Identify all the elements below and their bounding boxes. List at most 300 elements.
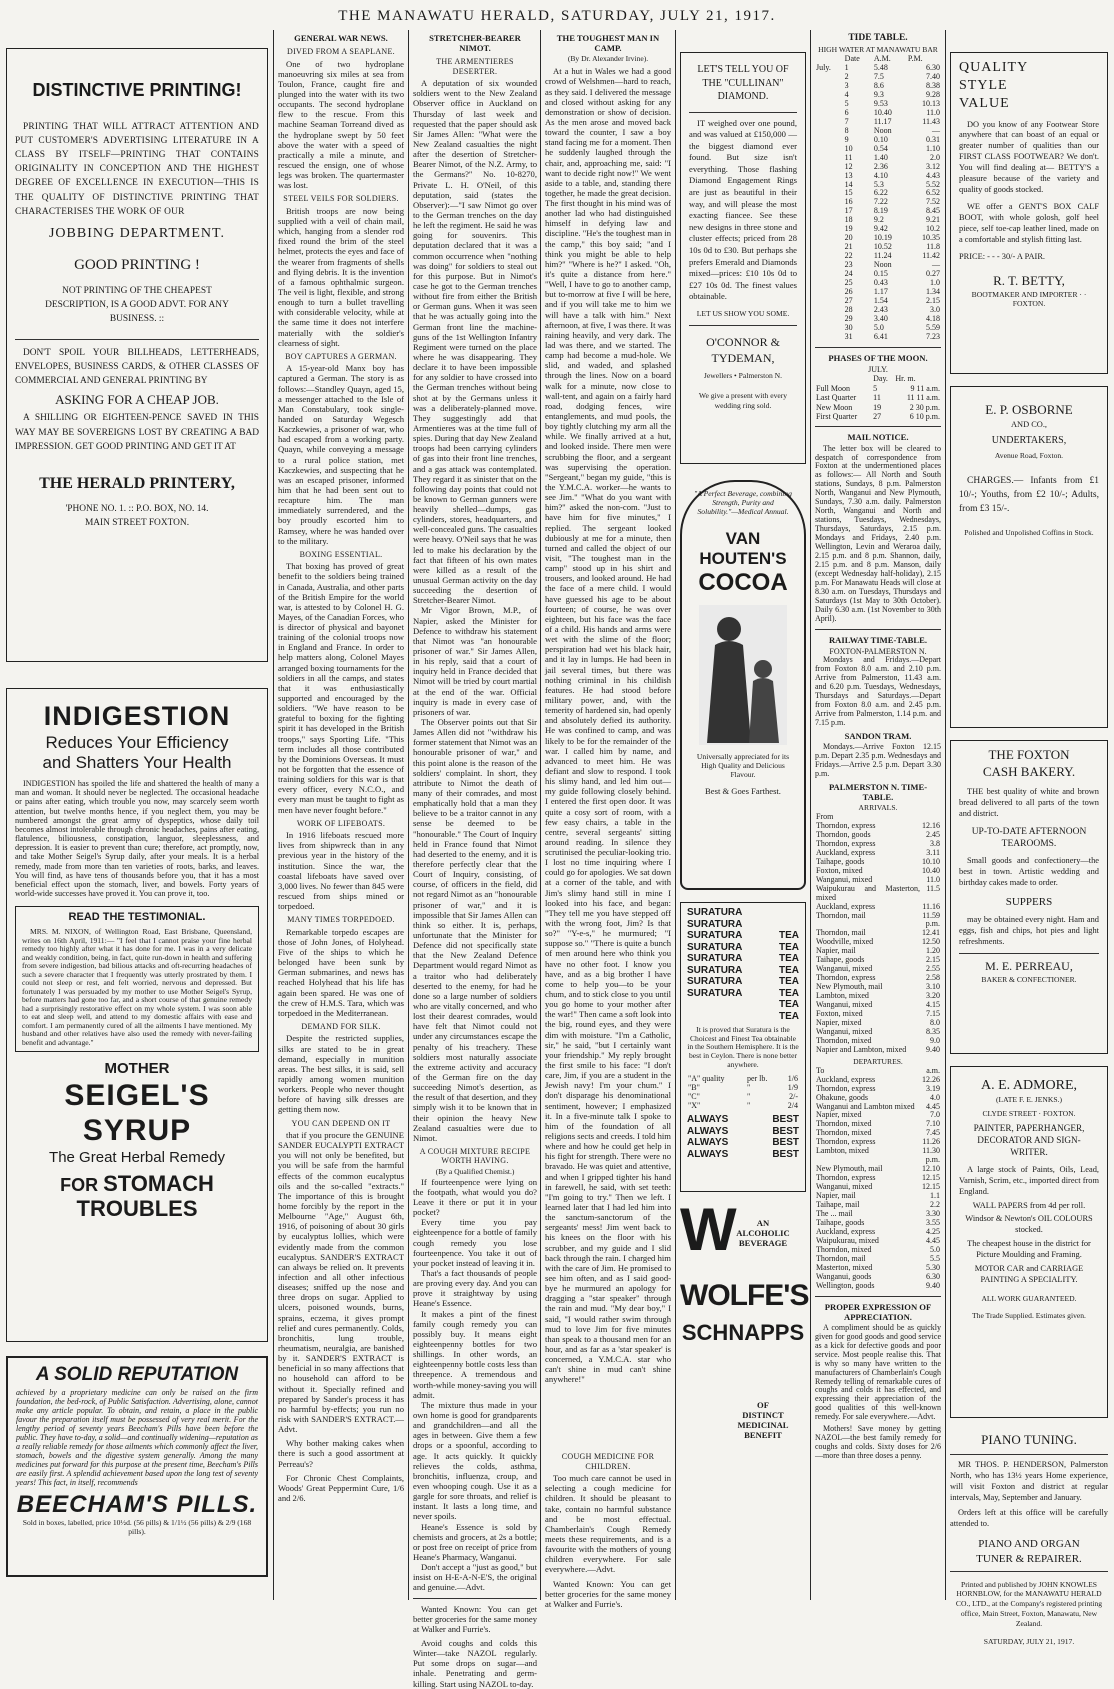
departure-row: Napier, mail 1.1: [816, 1191, 940, 1201]
tide-row: 25 0.43 1.0: [844, 277, 940, 287]
suratura-ad: [680, 902, 806, 1192]
betty-style: STYLE: [959, 78, 1008, 94]
indigestion-line2: and Shatters Your Health: [42, 752, 232, 772]
arrival-row: Napier, mixed 8.0: [816, 1017, 940, 1027]
arrival-row: Waipukurau and Masterton, mixed 11.5: [816, 883, 940, 902]
bakery-ad: [950, 740, 1108, 1054]
cullinan-title1: LET'S TELL YOU OF: [697, 64, 789, 75]
suratura-tea: TEA: [779, 953, 799, 964]
arrivals-table: [815, 813, 941, 1055]
admore-body: A large stock of Paints, Oils, Lead, Varnish, Scrim, etc., imported direct from England.: [959, 1164, 1099, 1196]
tide-row: 2 7.5 7.40: [844, 72, 940, 82]
van-houten-ad: [680, 480, 806, 890]
cocoa-top: "A Perfect Beverage, combining Strength, Purity and Solubility."—Medical Annual.: [694, 489, 792, 516]
arrival-row: From: [816, 812, 834, 822]
mothers-nazol: Mothers! Save money by getting NAZOL—the best family remedy for coughs and colds. Sixty doses for 2/6—more than three doses a penny.: [815, 1424, 941, 1461]
cocoa-bottom: Universally appreciated for its High Quality and Delicious Flavour.: [696, 752, 790, 780]
beecham-name: BEECHAM'S PILLS.: [16, 1490, 258, 1518]
tide-row: 26 1.17 1.34: [844, 286, 940, 296]
piano-imprint: Printed and published by JOHN KNOWLES HORNBLOW, for the MANAWATU HERALD CO., LTD., at the Company's registered printing office, Main Street, Foxton, Manawatu, New Zealand.: [955, 1579, 1103, 1629]
nimot-p3: The Observer points out that Sir James Allen did not "withdraw his former statement that Nimot was an honourable prisoner of war," and this point alone is the reason of the soldiers' complaint. In short, they attribute to Nimot the death of many of their comrades, and most emphatically hold that a man they believe to be a traitor cannot in any sense be deemed to be "honourable." The Court of Inquiry held in France found that Nimot had deserted to the enemy, and it is therefore perfectly clear that the Court of Inquiry, consisting, of course, of officers in the field, did not regard Nimot as an "honourable prisoner of war," and it is impossible that Sir James Allen can think so either. It is, perhaps, unfortunate that the Minister for Defence did not specifically state that the New Zealand Defence Department would regard Nimot as a traitor who had deliberately deserted to the enemy, for had he done so a large number of soldiers who are vitally concerned, and who lost their dearest comrades, would have felt that Nimot could not under any circumstances escape the penalty of his treachery. These soldiers most naturally associate the extreme activity and accuracy of the German fire on the day succeeding Nimot's desertion, as the result of that desertion, and they simply wish it to be known that in their opinion the heavy New Zealand casualties were due to Nimot.: [413, 717, 537, 1143]
war-s3: BOY CAPTURES A GERMAN.: [285, 351, 397, 361]
herbal-remedy: The Great Herbal Remedy: [49, 1148, 225, 1166]
wolfe-distinct: DISTINCT: [742, 1410, 784, 1421]
column-timetables: [815, 30, 941, 1600]
cullinan-addr: Jewellers • Palmerston N.: [703, 370, 783, 380]
indigestion-ad: [6, 688, 268, 1342]
war-p8: that if you procure the GENUINE SANDER EUCALYPTI EXTRACT you will not only be benefited, but you will be safe from the harmful effects of the common eucalyptus oils and the so-called "extracts." The importance of this is brought home forcibly by the report in the Melbourne "Age," August 6th, 1916, of poisoning of about 30 girls by eucalyptus lollies, which were evidently made from the common eucalyptus. SANDER'S EXTRACT can always be relied on. It prevents infection and all other infectious diseases; sniffed up the nose and three drops on sugar. Applied to ulcers, poisoned wounds, burns, sprains, eczema, it gives prompt relief and cures permanently. Colds, bronchitis, lung trouble, rheumatism, neuralgia, are banished by it. SANDER'S EXTRACT is beneficial in so many affections that no household can afford to be without it. Specially refined and prepared by Sander's process it has no harmful by-effects; you run no risk with SANDER'S EXTRACT.—Advt.: [278, 1130, 404, 1435]
tide-row: 15 6.22 6.52: [844, 188, 940, 198]
bakery-trade: BAKER & CONFECTIONER.: [981, 974, 1077, 984]
departure-row: To a.m.: [816, 1065, 940, 1075]
bakery-body: THE best quality of white and brown bread delivered to all parts of the town and district.: [959, 786, 1099, 818]
admore-name: A. E. ADMORE,: [980, 1078, 1078, 1093]
tide-row: 11 1.40 2.0: [844, 152, 940, 162]
column-rule: [273, 30, 274, 1600]
always-best: [687, 1114, 799, 1160]
indigestion-title: INDIGESTION: [43, 701, 231, 731]
war-p6: Remarkable torpedo escapes are those of John Jones, of Holyhead. Five of the ships to which he belonged have been sunk by German submarines, and news has reached Holyhead that his life has again been spared. He was one of the crew of H.M.S. Tara, which was torpedoed in the Mediterranean.: [278, 926, 404, 1018]
bakery-tea-body: Small goods and confectionery—the best in town. Artistic wedding and birthday cakes made to order.: [959, 856, 1099, 888]
departure-row: Taihape, mail 2.2: [816, 1200, 940, 1209]
war-s5: WORK OF LIFEBOATS.: [296, 818, 386, 828]
suratura-tea: TEA: [779, 930, 799, 941]
admore-ad: [950, 1066, 1108, 1418]
tide-row: 24 0.15 0.27: [844, 269, 940, 279]
nimot-p7: It makes a pint of the finest family cough remedy you can possibly buy. It means eight eighteenpenny bottles for two shillings. In other words, an eighteenpenny bottle costs less than threepence. A tremendous and worth-while money-saving you will admit.: [413, 1308, 537, 1400]
palm-title: PALMERSTON N. TIME-TABLE.: [828, 781, 928, 802]
suratura-word: SURATURA: [687, 930, 743, 941]
arrival-row: Napier and Lambton, mixed 9.40: [816, 1044, 940, 1054]
moon-title: PHASES OF THE MOON.: [828, 352, 928, 363]
printery-dont: DON'T SPOIL YOUR BILLHEADS, LETTERHEADS, ENVELOPES, BUSINESS CARDS, & OTHER CLASSES OF COMMERCIAL AND GENERAL PRINTING BY: [15, 347, 259, 386]
arrival-row: Thorndon, express 12.16: [816, 820, 940, 830]
departure-row: Thorndon, mail 5.5: [816, 1253, 940, 1263]
rail-sub: FOXTON-PALMERSTON N.: [829, 646, 927, 656]
suratura-always: ALWAYS: [687, 1137, 729, 1149]
cullinan-firm: O'CONNOR & TYDEMAN,: [706, 335, 780, 366]
tide-row: July. 1 5.48 6.30: [816, 63, 940, 73]
column-rule: [810, 30, 811, 1600]
arrival-row: Foxton, mixed 10.40: [816, 865, 940, 875]
proper-title: PROPER EXPRESSION OF APPRECIATION.: [824, 1301, 932, 1322]
war-s6: MANY TIMES TORPEDOED.: [287, 915, 395, 925]
arrival-row: Wanganui, mixed 11.0: [816, 874, 940, 884]
printery-name: THE HERALD PRINTERY,: [39, 474, 235, 492]
osborne-trade: UNDERTAKERS,: [991, 434, 1067, 446]
nimot-title: STRETCHER-BEARER NIMOT.: [429, 33, 521, 54]
arrival-row: Wanganui, mixed 2.55: [816, 964, 940, 974]
column-toughest-man: [545, 30, 672, 1609]
cullinan-title2: THE "CULLINAN": [702, 77, 784, 89]
piano-body: MR THOS. P. HENDERSON, Palmerston North, who has 13½ years Home experience, will visit Foxton and district at regular intervals, May, September and January.: [950, 1459, 1108, 1502]
war-p10: For Chronic Chest Complaints, Woods' Great Peppermint Cure, 1/6 and 2/6.: [278, 1472, 404, 1503]
tide-title: TIDE TABLE.: [848, 33, 908, 43]
betty-ad: [950, 52, 1108, 374]
war-p7: Despite the restricted supplies, silks are stated to be in great demand, especially in munition areas. The best silks, it is said, sell rapidly among women munition workers. People who never thought before of having silk dresses are getting them now.: [278, 1033, 404, 1115]
cullinan-ad: [680, 52, 806, 464]
column-war-news: [278, 30, 404, 1600]
departure-row: New Plymouth, mail 12.10: [816, 1164, 940, 1174]
war-s7: DEMAND FOR SILK.: [301, 1022, 381, 1031]
departure-row: Taihape, goods 3.55: [816, 1217, 940, 1227]
suratura-word: SURATURA: [687, 964, 743, 976]
suratura-tea: TEA: [779, 987, 799, 999]
wolfe-w: W: [680, 1196, 737, 1263]
rail-title: RAILWAY TIME-TABLE.: [828, 634, 928, 645]
arrival-row: Taihape, goods 2.15: [816, 955, 940, 965]
departure-row: Auckland, express 12.26: [816, 1074, 940, 1084]
arrival-row: Wanganui, mixed 8.35: [816, 1026, 940, 1036]
moon-month: JULY.: [868, 364, 888, 374]
wolfe-alcoholic: ALCOHOLIC: [736, 1228, 790, 1239]
nimot-s1: THE ARMENTIERES DESERTER.: [436, 57, 514, 76]
bakery-tea: UP-TO-DATE AFTERNOON TEAROOMS.: [971, 826, 1087, 849]
testimonial-text: MRS. M. NIXON, of Wellington Road, East Brisbane, Queensland, writes on 16th April, 1911:— "I feel that I cannot praise your fine herbal remedy too highly after what it has done for me. I was in a very delicate and weakly condition, being, in fact, quite run-down in health and suffering from severe indigestion, bad bilious attacks and oft-recurring headaches of such a severe character that I frequently was utterly prostrated by them. I could not sleep or rest, and felt worried, nervous and depressed. But fortunately I was persuaded by my mother to use Mother Seigel's Syrup, before matters had gone too far, and a short course of that genuine remedy had a surprisingly restorative effect on my whole system. I was soon able to eat and sleep well, and attend to my domestic affairs with ease and comfort. I am permanently cured of all the ailments I have mentioned. My husband and other relatives have also used the remedy with never-failing benefit and advantage.": [22, 927, 252, 1047]
betty-value: VALUE: [959, 96, 1010, 112]
printery-not-cheap: NOT PRINTING OF THE CHEAPEST DESCRIPTION, IS A GOOD ADVT. FOR ANY BUSINESS. ::: [45, 286, 229, 325]
admore-cheap: The cheapest house in the district for Picture Moulding and Framing.: [967, 1239, 1091, 1260]
tide-row: 23 Noon —: [844, 260, 940, 270]
printery-asking: ASKING FOR A CHEAP JOB.: [55, 391, 219, 407]
rail-body: Mondays and Fridays.—Depart from Foxton 8.0 a.m. and 2.10 p.m. Arrive from Palmerston, 11.43 a.m. and 6.20 p.m. Tuesdays, Wednesdays, Thursdays and Saturdays.—Depart from Foxton 8.0 a.m. and 2.45 p.m. Arrive from Palmerston, 1.14 p.m. and 7.15 p.m.: [815, 655, 941, 727]
departure-row: Thorndon, mixed 7.45: [816, 1128, 940, 1138]
suratura-best: BEST: [772, 1148, 799, 1160]
nimot-p8: The mixture thus made in your own home is good for grandparents and grandchildren—and all the ages in between. Give them a few drops or a spoonful, according to age. It acts quickly. It quickly relieves the colds, asthma, bronchitis, influenza, croup, and even whooping cough. Use it as a gargle for sore throats, and relief is instant. It lasts a long time, and never spoils.: [413, 1399, 537, 1522]
column-rule: [675, 30, 676, 1600]
suratura-tea: TEA: [779, 976, 799, 987]
cocoa-name1: VAN HOUTEN'S: [699, 528, 787, 568]
herald-printery-ad: [6, 48, 268, 662]
arrival-row: Thorndon, goods 2.45: [816, 829, 940, 839]
nimot-p1: A deputation of six wounded soldiers went to the New Zealand Observer office in Auckland on Thursday of last week and requested that the paper should ask Sir James Allen: "What were the New Zealand casualties the night after the desertion of Stretcher-Bearer Nimot, of the N.Z. Army, to the Germans?" No. 10-8270, Private L. H. O'Neil, of this deputation, said (states the Observer):—"I saw Nimot go over to the German trenches on the day he left the regiment. He said he was going for souvenirs. This deputation declared that it was a common occurrence when "nothing was doing" for soldiers to steal out for this purpose. But in Nimot's case he got to the German trenches without fire from either the British or German guns. When it was seen that he was actually going into the German front line the machine-guns of the 1st Wellington Infantry Regiment were turned on the place where he was disappearing. They declare it to have been impossible for any soldier to have crossed into the German trenches without being shot at by the Germans unless it was a deliberately-planned move. They suggestingly add that Armentieres was at the time full of spies. During that day New Zealand troops had been carrying cylinders of gas into their front line trenches, and a gas attack was contemplated. They regard it as sinister that on the following day points that could not be known to German gunners were heavily shelled—dumps, gas cylinders, stores, headquarters, and well-concealed guns. The casualties were heavy. O'Neil says that he was led to make his declaration by the fact that fifteen of his own mates were killed as a result of the unusual German activity on the day succeeding the desertion of Stretcher-Bearer Nimot.: [413, 78, 537, 606]
for-label: FOR: [60, 1174, 99, 1195]
arrival-row: Foxton, mixed 7.15: [816, 1008, 940, 1018]
camp-body: At a hut in Wales we had a good crowd of Welshmen—hard to reach, as they said. I delivered the message and closed without asking for any demonstration or show of decision. As the men arose and moved back toward the counter, I saw a boy stand facing me for a moment. Then he suddenly laughed through the chair, and, approaching me, said: "I want to decide right now!" We went aside to a table, and, standing there together, he made the great decision. The first thought in his mind was of another lad who had distinguished himself in defying law and discipline. "He's the toughest man in the camp," this boy said; "and I think you might be able to help him?" "Where is he?" I asked. "Oh, it's quite a distance from here." "Well, I have to go to another camp, but to-morrow at five I will be here, and if you will take me to him we will have a talk with him." Next afternoon, at five, I was there. It was raining heavily, and very dark. The lad was there, and we started. The camp had become a mud-hole. We slid, and waded, and splashed through the lines. Now on a board walk for a minute, now close to wall-tent, and again on a fairly hard road, dodging fences, wire entanglements, and mud pools, the boy tightly clutching my arm all the while. We finally arrived at a hut, and looked inside. There men were scrubbing the floor, and a sergeant was supervising the operation. "Sergeant," began my guide, "this is the Y.M.C.A. worker—he wants to see Jim." "What do you want with him?" asked the non-com. "Just to have him for five minutes," I replied. The sergeant looked dubiously at me for a minute, then turned and called the object of our visit, "The toughest man in the camp" stood up in his shirt and trousers, and looked around. He had the face of a mere child. I would have guessed his age to be about fourteen; of course, he was over eighteen, but his face was the face of a child. His hands and arms were wet with the slime of the floor; perspiration had wet his black hair, and it lay in lumps. He had been in jail several times, but there was nothing criminal in his childish features. He had stood before military power, and, with the temerity of hardened sin, had openly and absolutely defied its authority. He was confined to camp, and was likely to be for the remainder of the war. I called him by name, and advanced to meet him. He was defiant and slow to respond. I took his slimy hand, and led him out—my guide following closely behind. I entered the first open door. It was quite a cosy sort of room, with a few easy chairs, a table in the centre, several sergeants' sitting around reading. In silence they scrutinised the peculiar-looking trio. I lost no time inquiring where I could go for apologies. We sat down at a corner of the table, and with Jim's slimy hand still in mine I looked into his face, and began: "They tell me you have stepped off with the wrong foot, Jim? Is that so?" "Y-e-s," he murmured; "I suppose so." "There is quite a bunch of men around here who think you have no other foot. I know you have, and as a big brother I have come to help you—to be your chum, and to stick close to you until you go home to your mother after the war!" Then came a soft look into the big, round eyes, and they were dim with moisture. "I'm a Catholic, sir," he said, "but I certainly want your friendship." My reply brought the first smile to his face: "I don't care, Jim, if you are a student in the Jewish navy! I'm your chum." I don't disparage his denominational sentiment, however; I emphasized it. In a five-minute talk I spoke to him of the foundation of all religions sects and creeds. I told him where and how he could get help in his fight for strength. There were no bravado. He was quiet and attentive, and when I gripped tighter his hand in farewell, he said, with set teeth: "I'm going to try." Then we left. I learned later that I had led him into the sanctum-sanctorum of the sergeants' mess! Jim went back to his knees on the floor with his scrubber, and my guide and I slid back through the rain. I charged him with the care of Jim. He promised to see him often, and as I said good-bye he murmured an apology for dragging a "star speaker" through the rain and mud. "My dear boy," I said, "I would rather swim through mud to love Jim for five minutes than speak to a thousand men for an hour, and as far as a 'star speaker' is concerned, a Y.M.C.A. star who can't shine in mud can't shine anywhere!": [545, 66, 672, 1385]
bakery-sup-body: may be obtained every night. Ham and eggs, fish and chips, hot pies and light refreshments.: [959, 915, 1099, 947]
tide-row: 21 10.52 11.8: [844, 242, 940, 252]
admore-winsor: Windsor & Newton's OIL COLOURS stocked.: [965, 1214, 1093, 1235]
tide-row: 4 9.3 9.28: [844, 89, 940, 99]
departure-row: Wanganui, mixed 12.15: [816, 1182, 940, 1192]
nimot-p11: Wanted Known: You can get better groceries for the same money at Walker and Furrie's.: [413, 1603, 537, 1634]
printery-title: DISTINCTIVE PRINTING!: [32, 80, 242, 100]
arrival-row: New Plymouth, mail 3.10: [816, 982, 940, 992]
tide-row: 9 0.10 0.31: [844, 134, 940, 144]
departure-row: Thorndon, mixed 5.0: [816, 1244, 940, 1254]
tide-row: 17 8.19 8.45: [844, 206, 940, 216]
suratura-word: SURATURA: [687, 941, 743, 953]
tide-col-date: Date: [844, 54, 860, 64]
cullinan-cta: LET US SHOW YOU SOME.: [696, 309, 790, 318]
stomach-troubles: STOMACH TROUBLES: [76, 1170, 214, 1222]
war-s8: YOU CAN DEPEND ON IT: [291, 1118, 391, 1128]
admore-late: (LATE F. E. JENKS.): [995, 1095, 1063, 1105]
tide-col-pm: P.M.: [907, 54, 923, 64]
arrival-row: Thorndon, express 2.58: [816, 973, 940, 983]
departure-row: Lambton, mixed 11.30: [816, 1146, 940, 1156]
departure-row: Napier, mixed 7.0: [816, 1110, 940, 1120]
tide-row: 3 8.6 8.38: [844, 81, 940, 91]
suratura-rows: [687, 907, 799, 1022]
wolfe-schnapps-ad: [680, 1196, 809, 1500]
wolfe-schnapps: SCHNAPPS: [681, 1320, 805, 1345]
tide-row: 6 10.40 11.0: [844, 107, 940, 117]
suratura-word: SURATURA: [687, 907, 743, 918]
nimot-p6: That's a fact thousands of people are proving every day. And you can prove it straightway by using Heane's Essence.: [413, 1268, 537, 1309]
suratura-tea: TEA: [779, 999, 799, 1010]
war-s1: DIVED FROM A SEAPLANE.: [287, 47, 395, 57]
tide-table: [815, 55, 941, 342]
moon-row: First Quarter 27 6 10 p.m.: [816, 411, 940, 421]
tide-row: 16 7.22 7.52: [844, 197, 940, 207]
moon-row: New Moon 19 2 30 p.m.: [816, 402, 940, 412]
betty-name: R. T. BETTY,: [993, 272, 1065, 288]
column-rule: [408, 30, 409, 1600]
nimot-p9: Heane's Essence is sold by chemists and grocers, at 2s a bottle; or post free on receipt of price from Heane's Pharmacy, Wanganui.: [413, 1521, 537, 1562]
departure-row: Auckland, express 4.25: [816, 1226, 940, 1236]
admore-wall: WALL PAPERS from 4d per roll.: [972, 1200, 1086, 1210]
printery-phone: 'PHONE NO. 1. :: P.O. BOX, NO. 14.: [65, 503, 209, 514]
column-rule: [945, 30, 946, 1600]
departure-row: Thorndon, express 11.26: [816, 1137, 940, 1147]
arrival-row: Auckland, express 3.11: [816, 847, 940, 857]
suratura-always: ALWAYS: [687, 1125, 729, 1137]
seigels-syrup: SEIGEL'S SYRUP: [64, 1079, 210, 1148]
testimonial-title: READ THE TESTIMONIAL.: [68, 911, 206, 924]
moon-row: Last Quarter 11 11 11 a.m.: [816, 393, 940, 403]
moon-row: Full Moon 5 9 11 a.m.: [816, 383, 940, 393]
wolfe-an: AN: [756, 1218, 770, 1228]
tide-row: 22 11.24 11.42: [844, 251, 940, 261]
mother-label: MOTHER: [104, 1060, 170, 1078]
bakery-suppers: SUPPERS: [1005, 896, 1053, 908]
beecham-ad: [6, 1356, 268, 1577]
cullinan-gift: We give a present with every wedding ring sold.: [698, 390, 788, 411]
arrival-row: Thorndon, express 3.8: [816, 838, 940, 848]
osborne-charges: CHARGES.— Infants from £1 10/-; Youths, from £2 10/-; Adults, from £3 15/-.: [959, 475, 1099, 515]
departure-row: Wanganui and Lambton mixed 4.45: [816, 1101, 940, 1111]
tide-row: 20 10.19 10.35: [844, 233, 940, 243]
arrival-row: Thorndon, mixed 9.0: [816, 1035, 940, 1045]
price-row: "A" quality per lb. 1/6: [688, 1073, 798, 1083]
bakery-title1: THE FOXTON: [988, 747, 1070, 762]
tide-row: 27 1.54 2.15: [844, 295, 940, 305]
admore-addr: CLYDE STREET · FOXTON.: [982, 1109, 1076, 1119]
departure-row: Ohakune, goods 4.0: [816, 1092, 940, 1102]
proper-body: A compliment should be as quickly given for good goods and good service as a kick for defective goods and poor service. Most people realise this. That is why so many have written to the manufacturers of Chamberlain's Cough Remedy telling of remarkable cures of coughs and colds it has effected, and expressing their appreciation of the good qualities of this well-known remedy. For sale everywhere.—Advt.: [815, 1322, 941, 1422]
departure-row: The ... mail 3.30: [816, 1208, 940, 1218]
arrival-row: Lambton, mixed 3.20: [816, 991, 940, 1001]
war-p5: In 1916 lifeboats rescued more lives from shipwreck than in any previous year in the history of the institution. Since the war, the coastal lifeboats have saved over 3,000 lives. No fewer than 845 were rescued from ships mined or torpedoed.: [278, 830, 404, 912]
wolfe-benefit: BENEFIT: [744, 1430, 782, 1441]
war-p2: British troops are now being supplied with a veil of chain mail, which, hanging from a slender rod fixed round the brim of the steel helmet, protects the eyes and face of the wearer from fragments of shells and flying debris. It is the invention of a famous ophthalmic surgeon. The veil is light, flexible, and strong enough to turn a bullet travelling with considerable velocity, while at the same time it does not interfere materially with the soldier's clearness of sight.: [278, 205, 404, 348]
tram-title: SANDON TRAM.: [844, 730, 912, 741]
beecham-title: A SOLID REPUTATION: [35, 1364, 239, 1385]
cocoa-figures-illustration: [693, 605, 793, 745]
suratura-word: SURATURA: [687, 976, 743, 987]
war-s4: BOXING ESSENTIAL.: [299, 549, 383, 559]
column-ads-right: [950, 30, 1108, 1646]
beecham-body: achieved by a proprietary medicine can only be raised on the firm foundation, the bed-rock, of Public Satisfaction. Advertising, alone, cannot make any article popular. To obtain, and retain, a place in the public favour the preparation itself must be possessed of very real merit. For the lengthy period of seventy years Beecham's Pills have been before the public. They have to-day, a solid—and continually widening—reputation as a really reliable remedy for those ailments which commonly affect the liver, stomach, bowels and the digestive system generally. Among the many medicines put forward for this purpose at the present time, Beecham's Pills are easily first. A splendid achievement based upon the long test of seventy years! This fact, in itself, recommends: [16, 1388, 258, 1487]
camp-s2: COUGH MEDICINE FOR CHILDREN.: [561, 1452, 655, 1471]
suratura-best: BEST: [772, 1125, 799, 1137]
tide-row: 28 2.43 3.0: [844, 304, 940, 314]
betty-offer: WE offer a GENT'S BOX CALF BOOT, with whole golosh, golf heel piece, self toe-cap leather lined, made on a comfortable and stylish fitting last.: [959, 202, 1099, 244]
suratura-word: SURATURA: [687, 918, 743, 930]
arrival-row: p.m.: [925, 919, 940, 929]
camp-by: (By Dr. Alexander Irvine).: [567, 54, 649, 64]
admore-motor: MOTOR CAR and CARRIAGE PAINTING A SPECIALITY.: [974, 1264, 1084, 1285]
nimot-p10: Don't accept a "just as good," but insist on H-E-A-N-E'S, the original and genuine.—Advt.: [413, 1562, 537, 1593]
suratura-always: ALWAYS: [687, 1148, 729, 1160]
testimonial-box: [15, 906, 259, 1052]
admore-trade: PAINTER, PAPERHANGER, DECORATOR AND SIGN-WRITER.: [973, 1122, 1085, 1157]
betty-body: DO you know of any Footwear Store anywhere that can boast of an equal or greater number of qualities than our FIRST CLASS FOOTWEAR? We don't. You will find dealing at— BETTY'S a pleasure because of the variety and quality of goods stocked.: [959, 119, 1099, 195]
tide-row: 19 9.42 10.2: [844, 224, 940, 234]
osborne-co: AND CO.,: [1010, 419, 1048, 429]
suratura-best: BEST: [772, 1114, 799, 1126]
tide-row: 7 11.17 11.43: [844, 116, 940, 126]
war-s2: STEEL VEILS FOR SOLDIERS.: [283, 194, 399, 204]
tide-row: 18 9.2 9.21: [844, 215, 940, 225]
price-row: "C" " 2/-: [688, 1091, 798, 1101]
nimot-p4: If fourteenpence were lying on the footpath, what would you do? Leave it there or put it in your pocket?: [413, 1176, 537, 1218]
tide-row: 8 Noon —: [844, 125, 940, 135]
bakery-name: M. E. PERREAU,: [985, 959, 1073, 974]
cocoa-foot: Best & Goes Farthest.: [705, 786, 781, 797]
tide-col-am: A.M.: [873, 54, 891, 64]
osborne-coffins: Polished and Unpolished Coffins in Stock.: [964, 528, 1094, 538]
departure-row: Thorndon, mixed 7.10: [816, 1119, 940, 1129]
arrival-row: Wanganui, mixed 4.15: [816, 1000, 940, 1010]
war-title: GENERAL WAR NEWS.: [294, 33, 388, 43]
betty-trade: BOOTMAKER AND IMPORTER · · FOXTON.: [971, 289, 1087, 309]
war-p1: One of two hydroplane manoeuvring six miles at sea from Toulon, France, caught fire and plunged into the water with its two occupants. The second hydroplane flew to the rescue. From this machine Seaman Torreand dived as the hydroplane swept by 50 feet above the water with a speed of practically a mile a minute, and rescued the ensign, one of whose legs was broken. The quartermaster was lost.: [278, 58, 404, 191]
tide-row: 12 2.36 3.12: [844, 161, 940, 171]
mail-body: The letter box will be cleared to despatch of correspondence from Foxton at the undermentioned places as follows:— All North and South stations, Sundays, 8 p.m. Palmerston North, Wanganui and New Plymouth, Sundays, 7.30 a.m. daily. Palmerston North, Wanganui and North and stations, Tuesdays, Wednesdays, Thursdays, Saturdays, 2.15 p.m. Mondays and Fridays, 2.40 p.m. Wellington, Levin and Weraroa daily, 2.15 p.m. and 8 p.m. Shannon, daily, 2.15 p.m. and 8 p.m. Manson, daily (except Wednesday half-holiday), 2.15 p.m. For Manawatu Heads will close at 8.30 a.m. on Tuesdays, Thursdays and Saturdays (1st May to 30th October). Daily 6.30 a.m. (1st November to 30th April).: [815, 443, 941, 623]
cocoa-name2: COCOA: [698, 568, 788, 596]
arrival-row: Auckland, express 11.16: [816, 901, 940, 911]
nimot-p2: Mr Vigor Brown, M.P., of Napier, asked the Minister for Defence to withdraw his statement that Nimot was "an honourable prisoner of war." Sir James Allen, in his reply, said that a court of inquiry held in France decided that Nimot will be tried by court martial at the end of the war. Official inquiry is made in every case of prisoners of war.: [413, 605, 537, 717]
moon-cols-1: Hr. m.: [895, 374, 916, 384]
betty-price: PRICE: - - - 30/- A PAIR.: [959, 251, 1046, 261]
tide-row: 5 9.53 10.13: [844, 98, 940, 108]
war-p4: That boxing has proved of great benefit to the soldiers being trained in Canada, Australia, and other parts of the British Empire for the world war, is attested to by Colonel H. G. Mayes, of the Canadian Forces, who is director of physical and bayonet training of the colonial troops now in England and France. In order to help matters along, Colonel Mayes arranged boxing tournaments for the soldiers in all the camps, and states that it was enthusiastically supported and encouraged by the soldiers. "We have reason to be grateful to boxing for the fighting spirit it has developed in the British troops," says Sporting Life. "This term includes all those contributed by the Dominions Overseas. It must not be forgotten that the essence of training soldiers for this war is that every officer, every N.C.O., and every man must be taught to fight as men have never fought before.": [278, 561, 404, 815]
indigestion-line1: Reduces Your Efficiency: [45, 732, 229, 752]
suratura-body: It is proved that Suratura is the Choicest and Finest Tea obtainable in the Southern Hemisphere. It is the best in Ceylon. There is none better anywhere.: [687, 1025, 799, 1069]
bakery-title2: CASH BAKERY.: [982, 763, 1076, 779]
suratura-tea: TEA: [779, 964, 799, 976]
suratura-always: ALWAYS: [687, 1114, 729, 1126]
tide-row: 13 4.10 4.43: [844, 170, 940, 180]
suratura-price-table: [687, 1074, 799, 1111]
suratura-word: SURATURA: [687, 953, 743, 964]
tide-row: 29 3.40 4.18: [844, 313, 940, 323]
wolfe-medicinal: MEDICINAL: [737, 1420, 789, 1431]
beecham-foot: Sold in boxes, labelled, price 10½d. (56 pills) & 1/1½ (56 pills) & 2/9 (168 pills).: [22, 1518, 252, 1537]
tide-row: 30 5.0 5.59: [844, 322, 940, 332]
printery-intro: PRINTING THAT WILL ATTRACT ATTENTION AND PUT CUSTOMER'S ADVERTISING LITERATURE IN A CLASS BY ITSELF—PRINTING THAT CONTAINS ORIGINALITY IN CONCEPTION AND THE HIGHEST DEGREE OF EXCELLENCE IN EXECUTION—THIS IS THE QUALITY OF DISTINCTIVE PRINTING THAT CHARACTERISES THE WORK OF OUR: [15, 122, 259, 217]
price-row: "X" " 2/4: [688, 1101, 798, 1111]
printery-good: GOOD PRINTING !: [74, 256, 200, 273]
piano-orders: Orders left at this office will be carefully attended to.: [950, 1507, 1108, 1528]
camp-p2: Too much care cannot be used in selecting a cough medicine for children. It should be pleasant to take, contain no harmful substance and be most effectual. Chamberlain's Cough Remedy meets these requirements, and is a favourite with the mothers of young children everywhere. For sale everywhere.—Advt.: [545, 1473, 671, 1575]
departure-row: Thorndon, express 3.19: [816, 1083, 940, 1093]
tide-row: 31 6.41 7.23: [844, 331, 940, 341]
osborne-addr: Avenue Road, Foxton.: [994, 451, 1064, 461]
admore-trade2: The Trade Supplied. Estimates given.: [972, 1311, 1086, 1321]
suratura-word: SURATURA: [687, 987, 743, 999]
departure-row: Thorndon, express 12.15: [816, 1173, 940, 1183]
piano-tuner2: TUNER & REPAIRER.: [976, 1552, 1082, 1565]
printery-street: MAIN STREET FOXTON.: [84, 517, 190, 528]
wolfe-beverage: BEVERAGE: [738, 1238, 788, 1249]
column-ads-left: [6, 30, 268, 1600]
tide-row: 14 5.3 5.52: [844, 179, 940, 189]
tram-body: Mondays.—Arrive Foxton 12.15 p.m. Depart 2.35 p.m. Wednesdays and Fridays.—Arrive 2.5 p.m. Depart 3.30 p.m.: [815, 741, 941, 778]
war-p9: Why bother making cakes when there is such a good assortment at Perreau's?: [278, 1438, 404, 1469]
arrivals-title: ARRIVALS.: [858, 803, 898, 813]
arrival-row: Taihape, goods 10.10: [816, 856, 940, 866]
price-row: "B" " 1/9: [688, 1082, 798, 1092]
arrival-row: Woodville, mixed 12.50: [816, 937, 940, 947]
printery-dept: JOBBING DEPARTMENT.: [48, 225, 226, 241]
admore-guar: ALL WORK GUARANTEED.: [981, 1293, 1077, 1303]
column-rule: [540, 30, 541, 1600]
piano-date: SATURDAY, JULY 21, 1917.: [983, 1636, 1075, 1646]
column-ads-middle: [680, 30, 809, 1600]
camp-p3: Wanted Known: You can get better groceries for the same money at Walker and Furrie's.: [545, 1578, 671, 1609]
printery-saving: A SHILLING OR EIGHTEEN-PENCE SAVED IN THIS WAY MAY BE SOVEREIGNS LOST BY CREATING A BAD IMPRESSION. GET GOOD PRINTING AND GET IT AT: [15, 413, 259, 452]
nimot-s2b: (By a Qualified Chemist.): [435, 1166, 515, 1176]
wolfe-of: OF: [757, 1400, 769, 1410]
piano-ad: [950, 1432, 1108, 1646]
moon-table: [815, 374, 941, 421]
mail-title: MAIL NOTICE.: [847, 432, 909, 443]
cullinan-body: IT weighed over one pound, and was valued at £150,000 —the biggest diamond ever found. But size isn't everything. Those flashing Diamond Engagement Rings are just as beautiful in their way, and will please the most exacting fiancee. See these new designs in three stone and cluster effects; priced from 28 10s 0d to £30. But perhaps she prefers Emerald and Diamonds mixed—prices: £10 10s 0d to £27 10s 0d. The finest values obtainable.: [689, 117, 797, 302]
departure-row: p.m.: [925, 1155, 940, 1165]
moon-cols-0: Day.: [873, 374, 888, 384]
indigestion-body: INDIGESTION has spoiled the life and shattered the health of many a man and woman. It should never be neglected. The occasional headache or pains after eating, which trouble you now, may scarcely seem worth attention, but twelve months hence, if you neglect them, you may be numbered amongst the great army of dyspeptics, whose daily toil becomes almost intolerable through chronic headaches, pains after eating, flatulence, biliousness, constipation, languor, sleeplessness, and depression. It is easier to prevent than cure; therefore, act promptly, now, and take Mother Seigel's Syrup daily, after your meals. It is a herbal remedy, made from more than ten varieties of roots, barks, and leaves. You will find, as have tens of thousands before you, that it has a most beneficial effect upon the stomach, liver, and bowels. Forty years of world-wide successes have proved it. You can prove it, too.: [15, 778, 259, 899]
tide-row: 10 0.54 1.10: [844, 143, 940, 153]
camp-title: THE TOUGHEST MAN IN CAMP.: [556, 33, 660, 54]
wolfe-name: WOLFE'S: [680, 1279, 809, 1312]
cullinan-title3: DIAMOND.: [717, 91, 769, 102]
departure-row: Waipukurau, mixed 4.45: [816, 1235, 940, 1245]
departures-table: [815, 1067, 941, 1291]
nimot-s2: A COUGH MIXTURE RECIPE WORTH HAVING.: [419, 1146, 531, 1166]
suratura-tea: TEA: [779, 941, 799, 953]
nimot-p12: Avoid coughs and colds this Winter—take NAZOL regularly. Put some drops on sugar—and inhale. Penetrating and germ-killing. Start using NAZOL to-day.: [413, 1637, 537, 1689]
departure-row: Masterton, mixed 5.30: [816, 1262, 940, 1272]
suratura-best: BEST: [772, 1137, 799, 1149]
departures-title: DEPARTURES.: [853, 1056, 903, 1066]
arrival-row: Napier, mail 1.20: [816, 946, 940, 956]
departure-row: Wanganui, goods 6.30: [816, 1271, 940, 1281]
suratura-tea: TEA: [779, 1010, 799, 1022]
departure-row: Wellington, goods 9.40: [816, 1280, 940, 1290]
war-p3: A 15-year-old Manx boy has captured a German. The story is as follows:—Standley Quayn, aged 15, a messenger attached to the Isle of Man Constabulary, took single-handed on Saturday Wegesch Kaczkewies, a prisoner of war, who had escaped from a working party. Quayn, while conveying a message to a rural police station, met Kaczkewies, and suspecting that he was an escaped prisoner, informed him that he had been sent out to recapture him. The man immediately surrendered, and the boy proudly escorted him to Ramsey, where he was handed over to the military.: [278, 363, 404, 546]
arrival-row: Thorndon, mail 12.41: [816, 928, 940, 938]
piano-title: PIANO TUNING.: [981, 1432, 1077, 1447]
osborne-ad: [950, 386, 1108, 728]
betty-quality: QUALITY: [959, 60, 1029, 75]
nimot-p5: Every time you pay eighteenpence for a bottle of family cough remedy you lose fourteenpence. You take it out of your pocket instead of leaving it in.: [413, 1217, 537, 1268]
masthead: THE MANAWATU HERALD, SATURDAY, JULY 21, 1917.: [338, 8, 776, 24]
osborne-name: E. P. OSBORNE: [985, 402, 1073, 417]
tide-sub: HIGH WATER AT MANAWATU BAR: [818, 45, 938, 55]
